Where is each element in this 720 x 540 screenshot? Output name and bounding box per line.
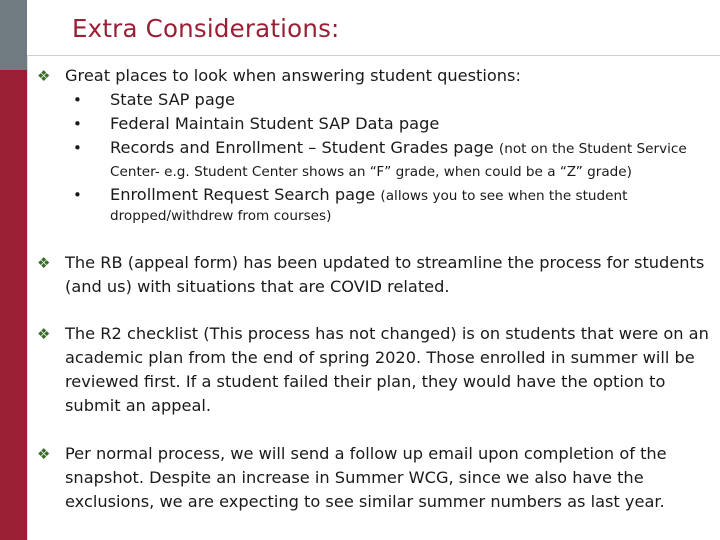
diamond-bullet-icon: ❖ bbox=[37, 67, 51, 85]
subitem-3 bbox=[110, 138, 687, 159]
sidebar-accent-gray bbox=[0, 0, 27, 70]
bullet-2-line-1: The RB (appeal form) has been updated to streamline the process for students bbox=[65, 253, 705, 272]
bullet-2-line-2: (and us) with situations that are COVID related. bbox=[65, 277, 450, 296]
subitem-3-continuation: Center- e.g. Student Center shows an “F” grade, when could be a “Z” grade) bbox=[110, 164, 632, 180]
subitem-4 bbox=[110, 185, 627, 206]
bullet-4-line-1: Per normal process, we will send a follow up email upon completion of the bbox=[65, 444, 667, 463]
sidebar-accent-red bbox=[0, 70, 27, 540]
sub-bullet-icon: • bbox=[73, 115, 82, 133]
bullet-3-line-4: submit an appeal. bbox=[65, 396, 212, 415]
subitem-4-note: (allows you to see when the student bbox=[380, 188, 628, 204]
subitem-3-note: (not on the Student Service bbox=[498, 141, 687, 157]
title-divider bbox=[27, 55, 720, 56]
sub-bullet-icon: • bbox=[73, 91, 82, 109]
subitem-4-continuation: dropped/withdrew from courses) bbox=[110, 208, 332, 224]
diamond-bullet-icon: ❖ bbox=[37, 445, 51, 463]
bullet-4-line-3: exclusions, we are expecting to see similar summer numbers as last year. bbox=[65, 492, 665, 511]
subitem-2: Federal Maintain Student SAP Data page bbox=[110, 114, 440, 133]
bullet-3-line-3: reviewed first. If a student failed their plan, they would have the option to bbox=[65, 372, 666, 391]
page-title: Extra Considerations: bbox=[72, 14, 340, 43]
sub-bullet-icon: • bbox=[73, 139, 82, 157]
diamond-bullet-icon: ❖ bbox=[37, 325, 51, 343]
subitem-4-text: Enrollment Request Search page bbox=[110, 185, 376, 204]
bullet-4-line-2: snapshot. Despite an increase in Summer WCG, since we also have the bbox=[65, 468, 644, 487]
diamond-bullet-icon: ❖ bbox=[37, 254, 51, 272]
sub-bullet-icon: • bbox=[73, 186, 82, 204]
bullet-3-line-1: The R2 checklist (This process has not changed) is on students that were on an bbox=[65, 324, 709, 343]
content-border bbox=[27, 55, 28, 540]
bullet-3-line-2: academic plan from the end of spring 2020. Those enrolled in summer will be bbox=[65, 348, 695, 367]
bullet-1-text: Great places to look when answering student questions: bbox=[65, 66, 521, 85]
subitem-3-text: Records and Enrollment – Student Grades page bbox=[110, 138, 494, 157]
subitem-1: State SAP page bbox=[110, 90, 235, 109]
